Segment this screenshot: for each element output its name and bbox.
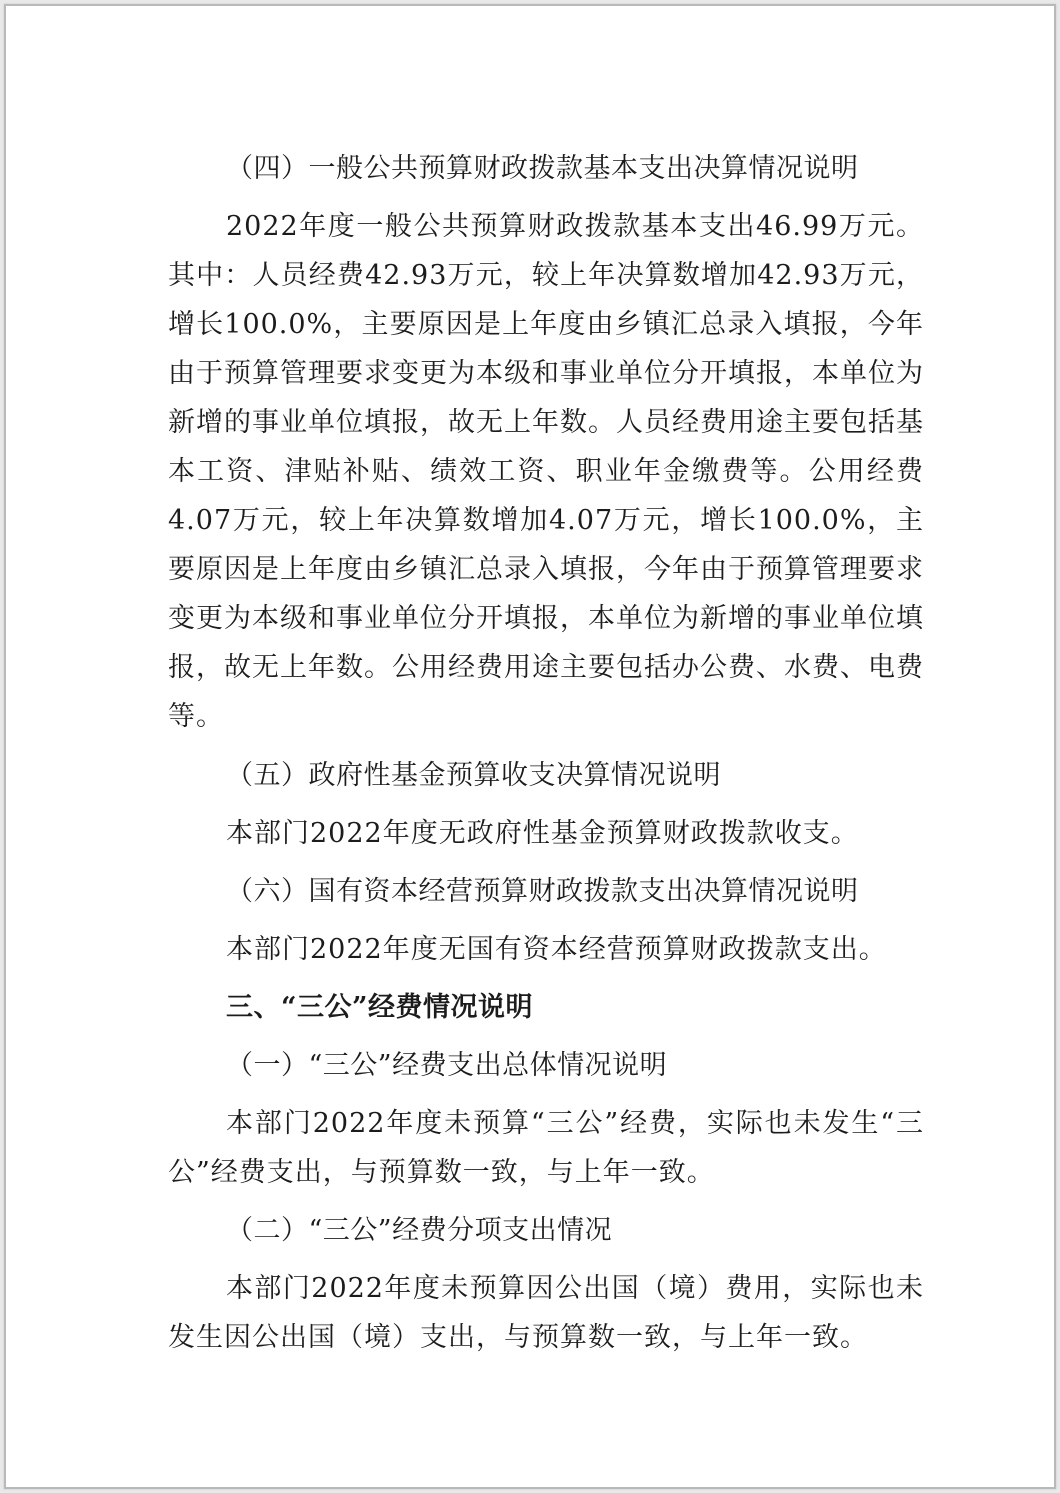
section-body-4: 2022年度一般公共预算财政拨款基本支出46.99万元。其中：人员经费42.93万元，较上年决算数增加42.93万元，增长100.0%，主要原因是上年度由乡镇汇总录入填报，今年由于预算管理要求变更为本级和事业单位分开填报，本单位为新增的事业单位填报，故无上年数。人员经费用途主要包括基本工资、津贴补贴、绩效工资、职业年金缴费等。公用经费4.07万元，较上年决算数增加4.07万元，增长100.0%，主要原因是上年度由乡镇汇总录入填报，今年由于预算管理要求变更为本级和事业单位分开填报，本单位为新增的事业单位填报，故无上年数。公用经费用途主要包括办公费、水费、电费等。 (168, 211, 924, 732)
document-page (4, 4, 1056, 1489)
section-heading-4: （四）一般公共预算财政拨款基本支出决算情况说明 (226, 153, 859, 184)
section-body-5: 本部门2022年度无政府性基金预算财政拨款收支。 (226, 818, 859, 849)
section-body-6: 本部门2022年度无国有资本经营预算财政拨款支出。 (226, 934, 887, 965)
subsection-body-3-1: 本部门2022年度未预算“三公”经费，实际也未发生“三公”经费支出，与预算数一致，与上年一致。 (168, 1108, 924, 1188)
subsection-body-3-2: 本部门2022年度未预算因公出国（境）费用，实际也未发生因公出国（境）支出，与预算数一致，与上年一致。 (168, 1273, 924, 1353)
subsection-heading-3-1: （一）“三公”经费支出总体情况说明 (226, 1050, 668, 1081)
part-heading-3: 三、“三公”经费情况说明 (226, 992, 534, 1023)
section-heading-6: （六）国有资本经营预算财政拨款支出决算情况说明 (226, 876, 859, 907)
subsection-heading-3-2: （二）“三公”经费分项支出情况 (226, 1215, 613, 1246)
section-heading-5: （五）政府性基金预算收支决算情况说明 (226, 760, 721, 791)
document-content (168, 144, 924, 1362)
